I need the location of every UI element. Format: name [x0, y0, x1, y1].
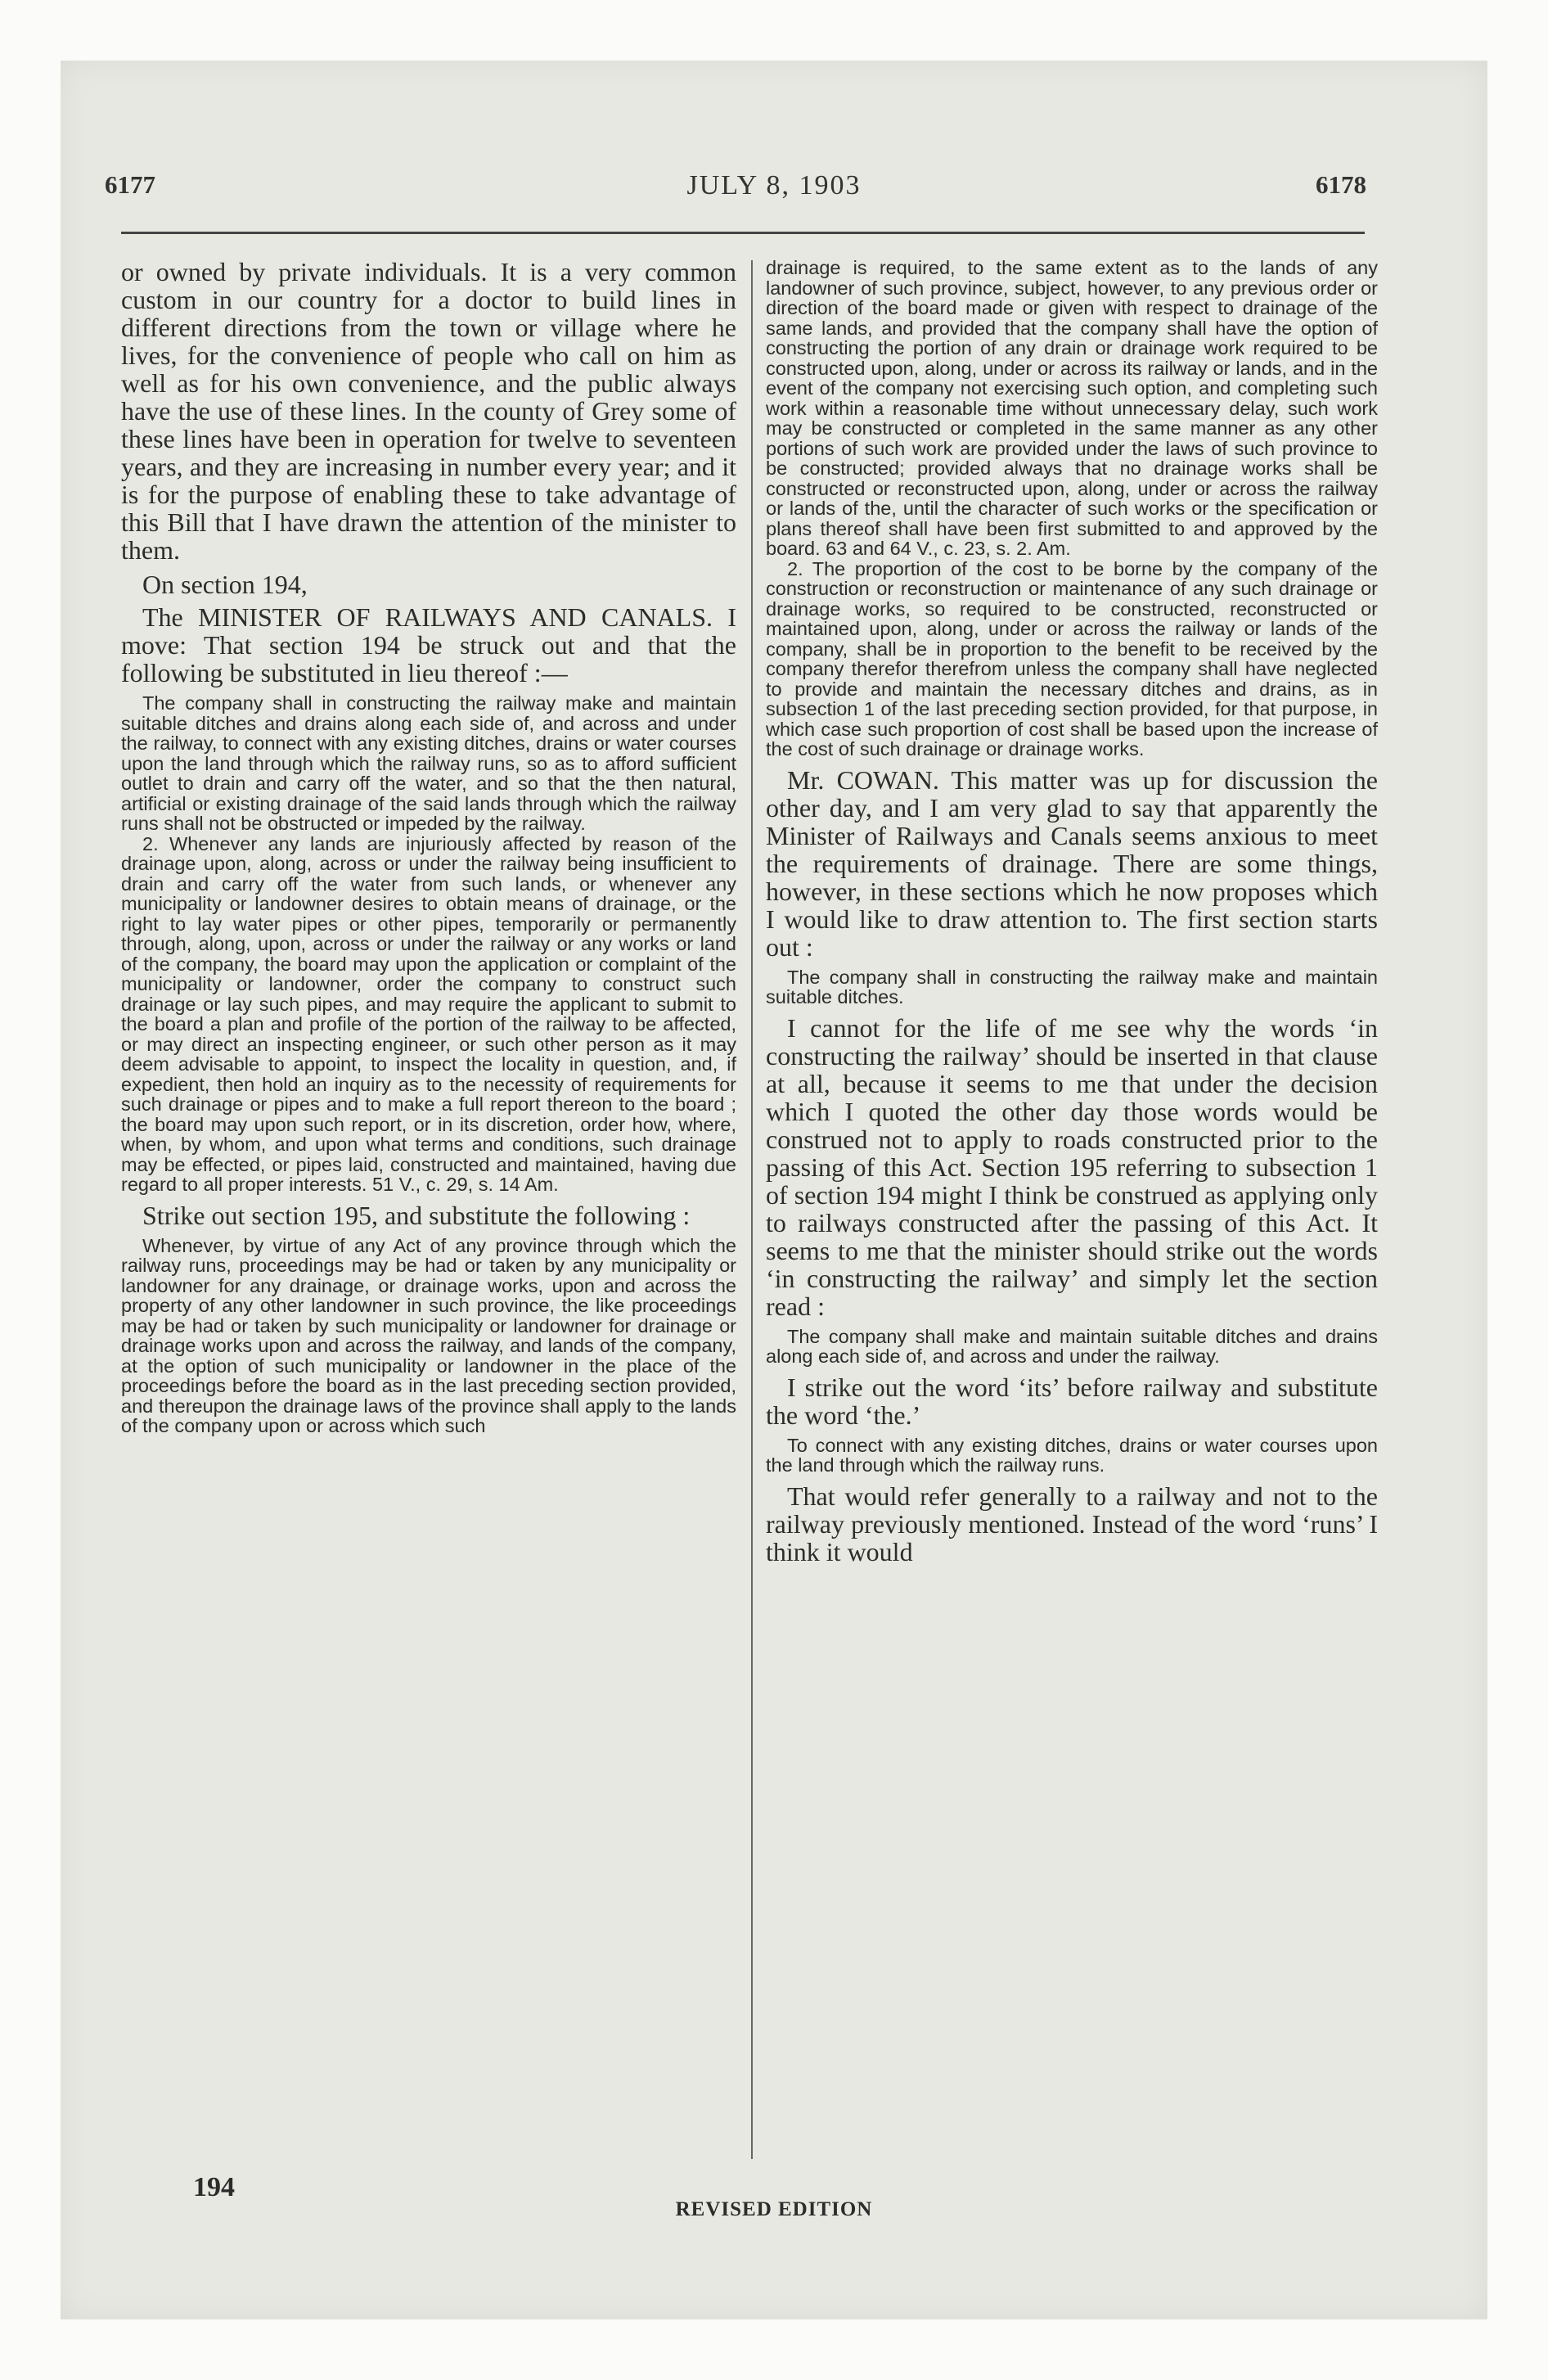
- paragraph: Mr. COWAN. This matter was up for discussion the other day, and I am very glad to say that apparently the Minister of Railways and Canals seems anxious to meet the requirements of drainage. There are some things, however, in these sections which he now proposes which I would like to draw attention to. The first section starts out :: [766, 764, 1378, 962]
- paragraph: On section 194,: [142, 570, 308, 599]
- right-column: [766, 258, 1378, 1566]
- edition-label: REVISED EDITION: [675, 2198, 873, 2220]
- quoted-paragraph: drainage is required, to the same extent as to the lands of any landowner of such province, subject, however, to any previous order or direction of the board made or given with respect to drainage of the same lands, and provided that the company shall have the option of constructing the portion of any drain or drainage work required to be constructed upon, along, under or across its railway or lands, and in the event of the company not exercising such option, and completing such work within a reasonable time without unnecessary delay, such work may be constructed or completed in the same manner as any other portions of such work are provided under the laws of such province to be constructed; provided always that no drainage works shall be constructed or reconstructed upon, along, under or across the railway or lands of the, until the character of such works or the specification or plans thereof shall have been first submitted to and approved by the board. 63 and 64 V., c. 23, s. 2. Am.: [766, 257, 1378, 559]
- quoted-paragraph: The company shall in constructing the railway make and maintain suitable ditches and drains along each side of, and across and under the railway, to connect with any existing ditches, drains or water courses upon the land through which the railway runs, so as to afford sufficient outlet to drain and carry off the water, and so that the then natural, artificial or existing drainage of the said lands through which the railway runs shall not be obstructed or impeded by the railway.: [121, 692, 736, 834]
- page-number-left: 6177: [105, 170, 155, 199]
- paragraph: That would refer generally to a railway and not to the railway previously mentioned. Instead of the word ‘runs’ I think it would: [766, 1481, 1378, 1566]
- quoted-paragraph: The company shall in constructing the railway make and maintain suitable ditches.: [766, 966, 1378, 1007]
- header-rule: [121, 232, 1365, 234]
- sheet-number: 194: [193, 2172, 235, 2202]
- quoted-paragraph: To connect with any existing ditches, drains or water courses upon the land through which the railway runs.: [766, 1434, 1378, 1476]
- paragraph: The MINISTER OF RAILWAYS AND CANALS. I move: That section 194 be struck out and that the following be substituted in lieu thereof :—: [121, 602, 736, 687]
- page-number-right: 6178: [1316, 170, 1366, 199]
- quoted-paragraph: The company shall make and maintain suitable ditches and drains along each side of, and across and under the railway.: [766, 1325, 1378, 1367]
- paragraph: or owned by private individuals. It is a very common custom in our country for a doctor to build lines in different directions from the town or village where he lives, for the convenience of people who call on him as well as for his own convenience, and the public always have the use of these lines. In the county of Grey some of these lines have been in operation for twelve to seventeen years, and they are increasing in number every year; and it is for the purpose of enabling these to take advantage of this Bill that I have drawn the attention of the minister to them.: [121, 257, 736, 565]
- quoted-paragraph: 2. The proportion of the cost to be borne by the company of the construction or reconstruction or maintenance of any such drainage or drainage works, so required to be constructed, reconstructed or maintained upon, along, under or across the railway or lands of the company, shall be in proportion to the benefit to be received by the company therefor therefrom unless the company shall have neglected to provide and maintain the necessary ditches and drains, as in subsection 1 of the last preceding section provided, for that purpose, in which case such proportion of cost shall be based upon the increase of the cost of such drainage or drainage works.: [766, 557, 1378, 760]
- quoted-paragraph: Whenever, by virtue of any Act of any province through which the railway runs, proceedings may be had or taken by any municipality or landowner for any drainage, or drainage works, upon and across the property of any other landowner in such province, the like proceedings may be had or taken by such municipality or landowner for drainage or drainage works upon and across the railway, and lands of the company, at the option of such municipality or landowner in the place of the proceedings before the board as in the last preceding section provided, and thereupon the drainage laws of the province shall apply to the lands of the company upon or across which such: [121, 1234, 736, 1436]
- left-column: [121, 258, 736, 1436]
- sitting-date: JULY 8, 1903: [686, 170, 862, 201]
- paragraph: I strike out the word ‘its’ before railway and substitute the word ‘the.’: [766, 1372, 1378, 1430]
- paragraph: Strike out section 195, and substitute the following :: [142, 1200, 691, 1230]
- column-divider: [751, 260, 753, 2159]
- page-header: [0, 170, 1548, 211]
- quoted-paragraph: 2. Whenever any lands are injuriously affected by reason of the drainage upon, along, across or under the railway being insufficient to drain and carry off the water from such lands, or whenever any municipality or landowner desires to obtain means of drainage, or the right to lay water pipes or other pipes, temporarily or permanently through, along, upon, across or under the railway or any works or land of the company, the board may upon the application or complaint of the municipality or landowner, order the company to construct such drainage or lay such pipes, and may require the applicant to submit to the board a plan and profile of the portion of the railway to be affected, or may direct an inspecting engineer, or such other person as it may deem advisable to appoint, to inspect the locality in question, and, if expedient, then hold an inquiry as to the necessity of requirements for such drainage or pipes and to make a full report thereon to the board ; the board may upon such report, or in its discretion, order how, where, when, by whom, and upon what terms and conditions, such drainage may be effected, or pipes laid, constructed and maintained, having due regard to all proper interests. 51 V., c. 29, s. 14 Am.: [121, 832, 736, 1195]
- paragraph: I cannot for the life of me see why the words ‘in constructing the railway’ should be inserted in that clause at all, because it seems to me that under the decision which I quoted the other day those words would be construed not to apply to roads constructed prior to the passing of this Act. Section 195 referring to subsection 1 of section 194 might I think be construed as applying only to railways constructed after the passing of this Act. It seems to me that the minister should strike out the words ‘in constructing the railway’ and simply let the section read :: [766, 1012, 1378, 1321]
